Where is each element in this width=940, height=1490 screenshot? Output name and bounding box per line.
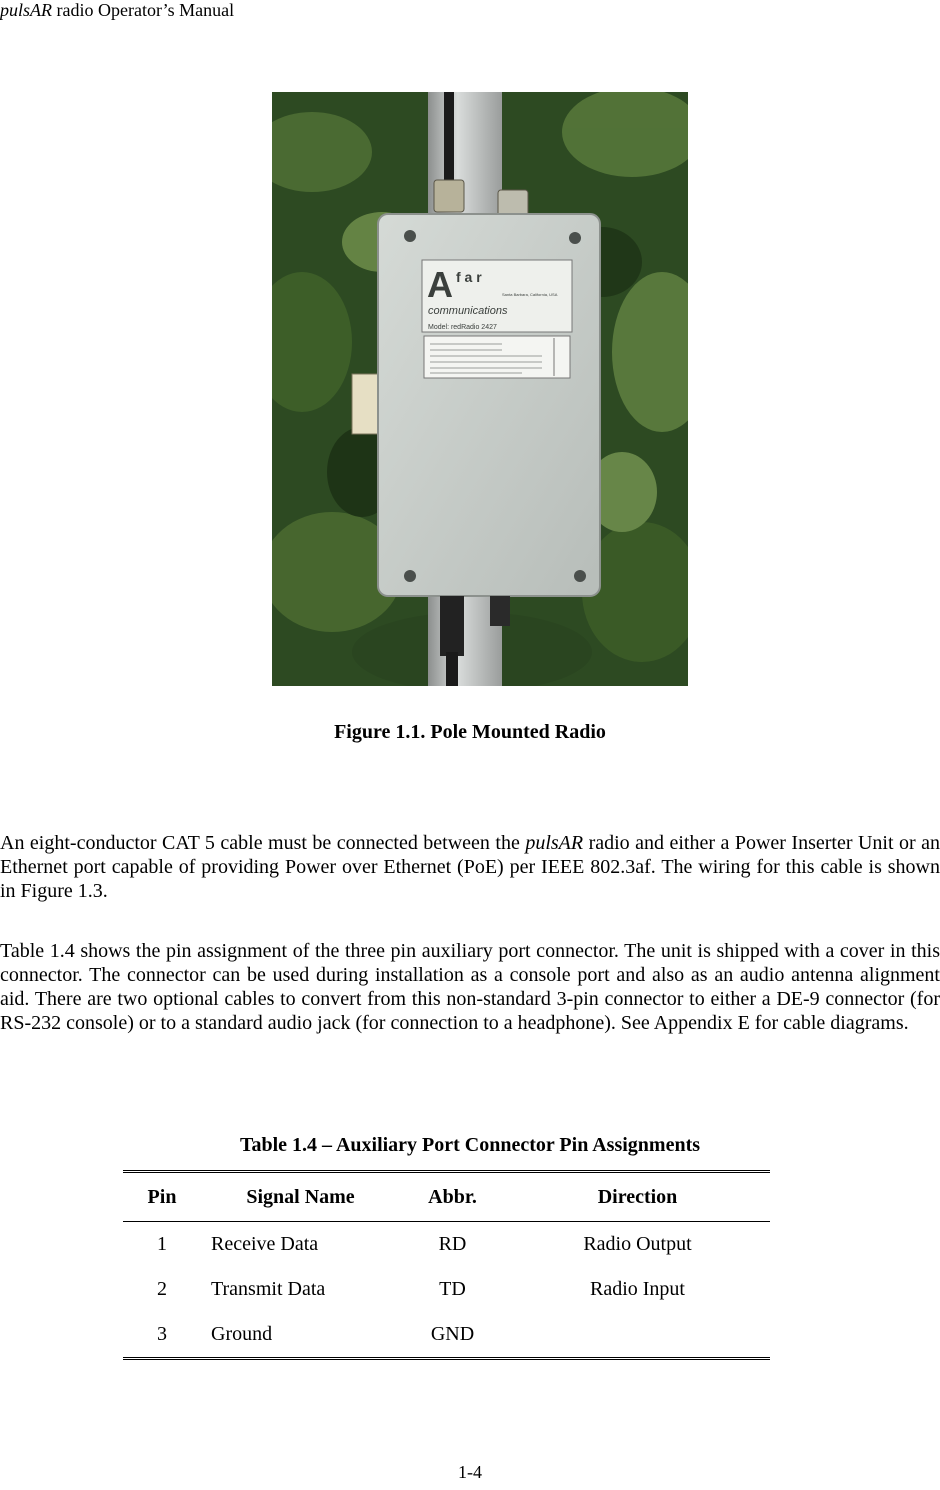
paragraph-cat5-cable	[0, 831, 940, 903]
label-model: Model: redRadio 2427	[428, 324, 497, 331]
label-brand-letter: A	[427, 264, 453, 305]
cell-pin: 2	[157, 1278, 167, 1300]
pin-assignment-table	[123, 1170, 770, 1360]
figure-caption: Figure 1.1. Pole Mounted Radio	[334, 721, 606, 743]
table-row	[123, 1267, 770, 1312]
header-abbr: Abbr.	[400, 1172, 505, 1222]
page-number: 1-4	[458, 1462, 482, 1482]
cell-direction	[505, 1312, 770, 1359]
table-row	[123, 1312, 770, 1359]
paragraph-1-text-start: An eight-conductor CAT 5 cable must be connected between the	[0, 832, 526, 854]
header-pin: Pin	[123, 1172, 201, 1222]
label-brand-small: f a r	[456, 269, 482, 285]
label-location: Santa Barbara, California, USA	[502, 292, 558, 297]
cell-pin: 1	[157, 1233, 167, 1255]
header-title-rest: radio Operator’s Manual	[52, 0, 235, 20]
cell-signal-name: Transmit Data	[211, 1278, 326, 1300]
pole-mounted-radio-photo	[272, 92, 688, 686]
paragraph-auxiliary-port: Table 1.4 shows the pin assignment of the three pin auxiliary port connector. The unit is shipped with a cover in this connector. The connector can be used during installation as a console port and also as an audio antenna alignment aid. There are two optional cables to convert from this non-standard 3-pin connector to either a DE-9 connector (for RS-232 console) or to a standard audio jack (for connection to a headphone). See Appendix E for cable diagrams.	[0, 940, 940, 1034]
paragraph-1-product-name: pulsAR	[525, 832, 584, 854]
running-header	[0, 0, 234, 21]
cell-direction: Radio Output	[583, 1233, 692, 1255]
cell-signal-name: Receive Data	[211, 1233, 319, 1255]
header-signal-name: Signal Name	[201, 1172, 400, 1222]
cell-abbr: GND	[430, 1323, 475, 1345]
cell-signal-name: Ground	[211, 1323, 273, 1345]
header-product-name: pulsAR	[0, 0, 52, 20]
table-title: Table 1.4 – Auxiliary Port Connector Pin Assignments	[239, 1134, 701, 1156]
cell-abbr: TD	[439, 1278, 466, 1300]
cell-abbr: RD	[438, 1233, 467, 1255]
table-header-row	[123, 1172, 770, 1222]
paragraph-1-text-end: radio and either a Power Inserter Unit or an Ethernet port capable of providing Power over Ethernet (PoE) per IEEE 802.3af. The wiring for this cable is shown in Figure 1.3.	[0, 832, 940, 902]
table-row	[123, 1222, 770, 1268]
cell-pin: 3	[157, 1323, 167, 1345]
header-direction: Direction	[505, 1172, 770, 1222]
label-brand-word: communications	[428, 305, 508, 317]
cell-direction: Radio Input	[590, 1278, 685, 1300]
